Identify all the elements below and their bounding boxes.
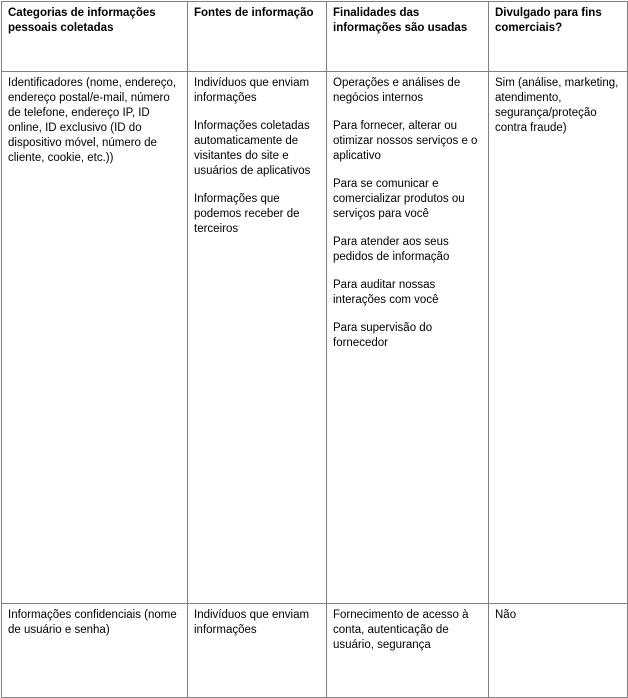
disclosed-text: Sim (análise, marketing, atendimento, segurança/proteção contra fraude) bbox=[495, 77, 619, 134]
sources-cell bbox=[188, 604, 327, 698]
category-text: Identificadores (nome, endereço, endereço postal/e-mail, número de telefone, endereço IP, ID online, ID exclusivo (ID do dispositivo móvel, número de cliente, cookie, etc.)) bbox=[8, 77, 177, 164]
purposes-cell bbox=[327, 72, 489, 604]
purpose-item: Fornecimento de acesso à conta, autenticação de usuário, segurança bbox=[333, 609, 469, 651]
disclosed-cell bbox=[489, 72, 628, 604]
table-header-row bbox=[2, 2, 628, 72]
category-cell bbox=[2, 604, 188, 698]
purposes-cell bbox=[327, 604, 489, 698]
source-item: Informações que podemos receber de terceiros bbox=[194, 193, 300, 235]
disclosed-cell bbox=[489, 604, 628, 698]
sources-cell bbox=[188, 72, 327, 604]
source-item: Indivíduos que enviam informações bbox=[194, 77, 310, 104]
category-text: Informações confidenciais (nome de usuário e senha) bbox=[8, 609, 177, 636]
category-cell bbox=[2, 72, 188, 604]
purpose-item: Operações e análises de negócios internos bbox=[333, 77, 461, 104]
source-item: Indivíduos que enviam informações bbox=[194, 609, 310, 636]
purpose-item: Para fornecer, alterar ou otimizar nossos serviços e o aplicativo bbox=[333, 120, 478, 162]
source-item: Informações coletadas automaticamente de visitantes do site e usuários de aplicativos bbox=[194, 120, 311, 177]
table-row-confidential bbox=[2, 604, 628, 698]
purpose-item: Para supervisão do fornecedor bbox=[333, 322, 433, 349]
purpose-item: Para auditar nossas interações com você bbox=[333, 279, 439, 306]
header-sources: Fontes de informação bbox=[188, 2, 327, 72]
personal-info-table bbox=[1, 1, 628, 698]
table-row-identifiers bbox=[2, 72, 628, 604]
purpose-item: Para se comunicar e comercializar produtos ou serviços para você bbox=[333, 178, 465, 220]
header-categories: Categorias de informações pessoais coletadas bbox=[2, 2, 188, 72]
purpose-item: Para atender aos seus pedidos de informação bbox=[333, 236, 450, 263]
header-disclosed: Divulgado para fins comerciais? bbox=[489, 2, 628, 72]
header-purposes: Finalidades das informações são usadas bbox=[327, 2, 489, 72]
disclosed-text: Não bbox=[495, 609, 517, 621]
